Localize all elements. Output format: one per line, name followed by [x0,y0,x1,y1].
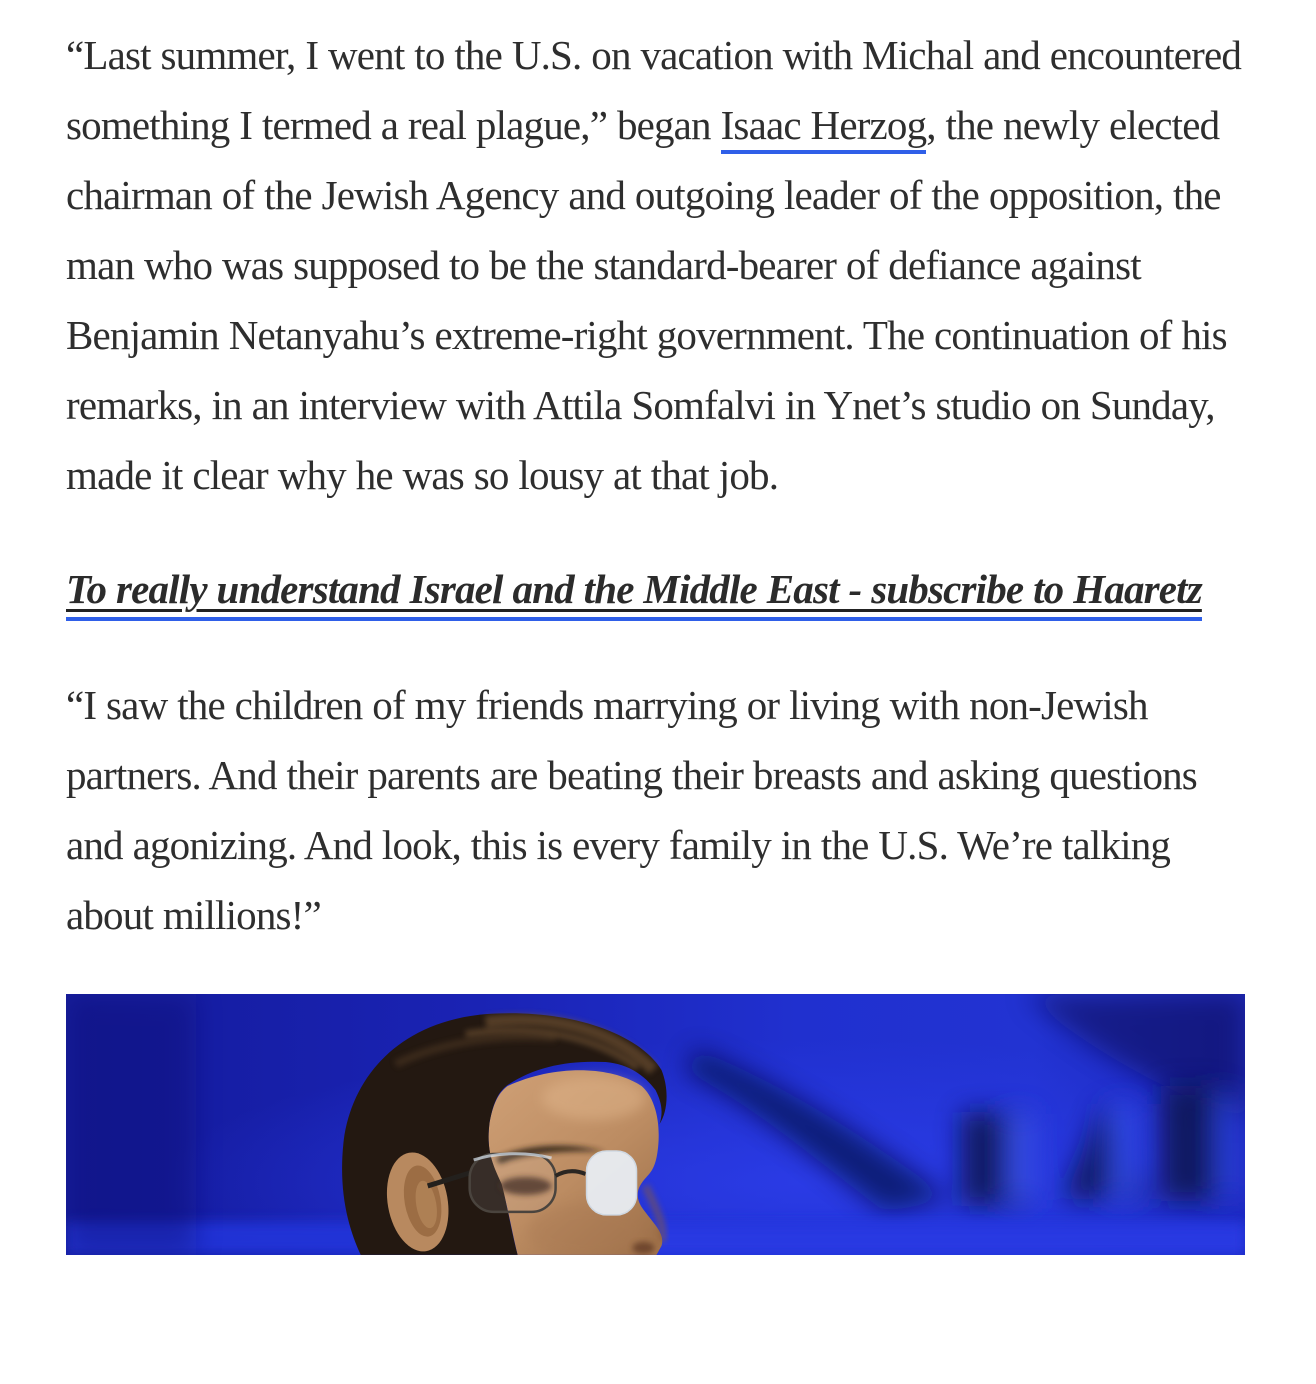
paragraph-1-text-after: , the newly elected chairman of the Jewish Agency and outgoing leader of the opposition, the man who was supposed to be the standard-bearer of defiance against Benjamin Netanyahu’s extreme-right government. The continuation of his remarks, in an interview with Attila Somfalvi in Ynet’s studio on Sunday, made it clear why he was so lousy at that job. [66,102,1227,498]
paragraph-2: “I saw the children of my friends marrying or living with non-Jewish partners. And their parents are beating their breasts and asking questions and agonizing. And look, this is every family in the U.S. We’re talking about millions!” [66,682,1197,938]
herzog-photo [66,994,1245,1255]
subscribe-haaretz-link[interactable]: To really understand Israel and the Middle East - subscribe to Haaretz [66,566,1202,621]
subscribe-paragraph [66,554,1246,624]
paragraph-1 [66,20,1246,510]
herzog-photo-illustration [66,994,1245,1255]
paragraph-1-text-before: “Last summer, I went to the U.S. on vacation with Michal and encountered something I termed a real plague,” began [66,32,1242,148]
isaac-herzog-link[interactable]: Isaac Herzog [721,102,927,154]
